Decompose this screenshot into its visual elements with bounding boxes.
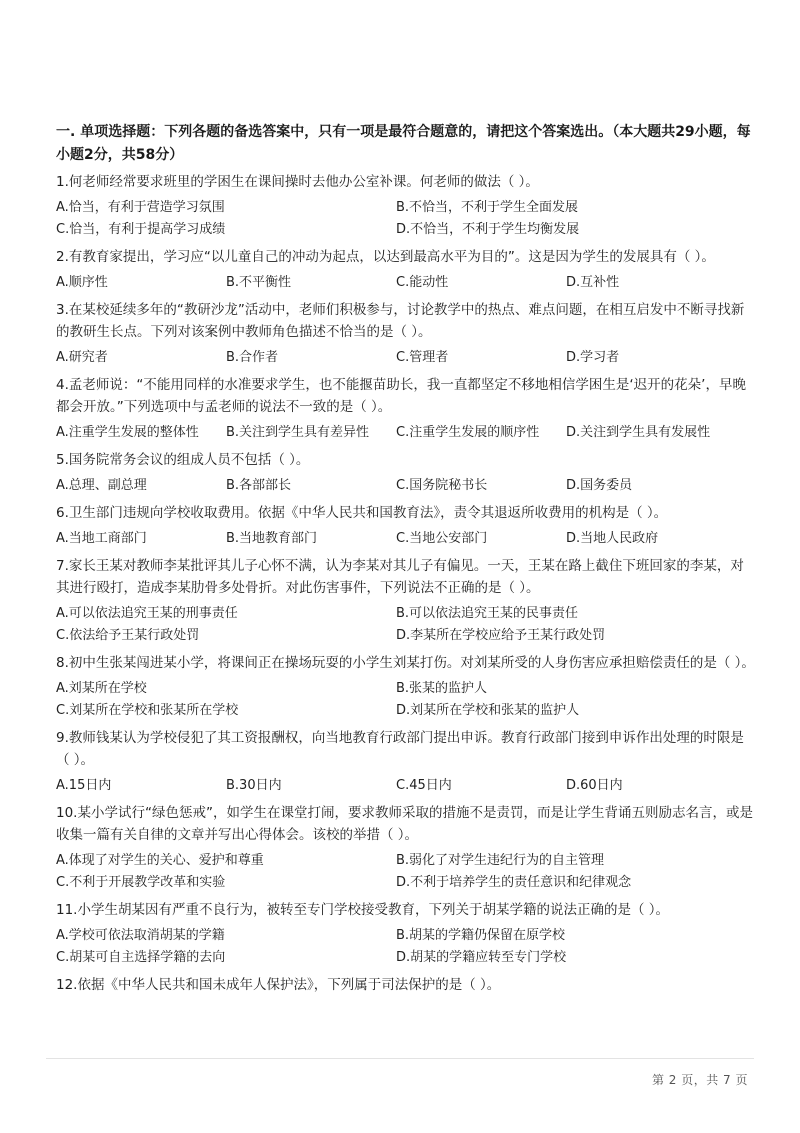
- question-stem: 5.国务院常务会议的组成人员不包括（ ）。: [56, 452, 310, 468]
- question-item: [56, 246, 756, 294]
- option-group: [56, 347, 756, 369]
- question-list: [56, 171, 756, 996]
- question-item: [56, 171, 756, 241]
- question-item: [56, 449, 756, 497]
- question-stem: 6.卫生部门违规向学校收取费用。依据《中华人民共和国教育法》，责令其退返所收费用的机构是（ ）。: [56, 505, 668, 521]
- question-stem: 1.何老师经常要求班里的学困生在课间操时去他办公室补课。何老师的做法（ ）。: [56, 174, 539, 190]
- answer-option: D.国务委员: [566, 478, 633, 493]
- option-group: [56, 603, 756, 647]
- answer-option: A.总理、副总理: [56, 478, 147, 493]
- answer-option: C.管理者: [396, 350, 449, 365]
- question-stem: 7.家长王某对教师李某批评其儿子心怀不满，认为李某对其儿子有偏见。一天，王某在路上截住下班回家的李某，对其进行殴打，造成李某肋骨多处骨折。对此伤害事件，下列说法不正确的是（ ）。: [56, 558, 744, 596]
- answer-option: D.李某所在学校应给予王某行政处罚: [396, 628, 606, 643]
- answer-option: A.学校可依法取消胡某的学籍: [56, 928, 225, 943]
- option-group: [56, 197, 756, 241]
- question-item: [56, 299, 756, 369]
- option-group: [56, 422, 756, 444]
- exam-content: [56, 121, 756, 1000]
- question-stem: 10.某小学试行“绿色惩戒”，如学生在课堂打闹，要求教师采取的措施不是责罚，而是让学生背诵五则励志名言，或是收集一篇有关自律的文章并写出心得体会。该校的举措（ ）。: [56, 805, 753, 843]
- option-group: [56, 475, 756, 497]
- answer-option: A.体现了对学生的关心、爱护和尊重: [56, 853, 264, 868]
- answer-option: D.刘某所在学校和张某的监护人: [396, 703, 580, 718]
- answer-option: B.关注到学生具有差异性: [226, 425, 370, 440]
- answer-option: B.不恰当，不利于学生全面发展: [396, 200, 579, 215]
- option-group: [56, 528, 756, 550]
- answer-option: C.45日内: [396, 778, 452, 793]
- answer-option: D.不恰当，不利于学生均衡发展: [396, 222, 580, 237]
- answer-option: B.不平衡性: [226, 275, 292, 290]
- answer-option: A.可以依法追究王某的刑事责任: [56, 606, 238, 621]
- question-item: [56, 899, 756, 969]
- answer-option: C.刘某所在学校和张某所在学校: [56, 703, 239, 718]
- question-item: [56, 802, 756, 894]
- answer-option: A.注重学生发展的整体性: [56, 425, 199, 440]
- answer-option: D.关注到学生具有发展性: [566, 425, 711, 440]
- question-stem: 4.孟老师说：“不能用同样的水准要求学生，也不能揠苗助长，我一直都坚定不移地相信学困生是‘迟开的花朵’，早晚都会开放。”下列选项中与孟老师的说法不一致的是（ ）。: [56, 377, 746, 415]
- answer-option: C.当地公安部门: [396, 531, 488, 546]
- answer-option: D.不利于培养学生的责任意识和纪律观念: [396, 875, 632, 890]
- answer-option: B.可以依法追究王某的民事责任: [396, 606, 579, 621]
- question-stem: 8.初中生张某闯进某小学，将课间正在操场玩耍的小学生刘某打伤。对刘某所受的人身伤害应承担赔偿责任的是（ ）。: [56, 655, 755, 671]
- answer-option: C.能动性: [396, 275, 449, 290]
- question-item: [56, 374, 756, 444]
- answer-option: B.30日内: [226, 778, 282, 793]
- question-item: [56, 502, 756, 550]
- answer-option: D.互补性: [566, 275, 620, 290]
- answer-option: C.依法给予王某行政处罚: [56, 628, 200, 643]
- question-stem: 11.小学生胡某因有严重不良行为，被转至专门学校接受教育，下列关于胡某学籍的说法正确的是（ ）。: [56, 902, 670, 918]
- answer-option: A.15日内: [56, 778, 112, 793]
- answer-option: B.合作者: [226, 350, 279, 365]
- option-group: [56, 925, 756, 969]
- answer-option: A.当地工商部门: [56, 531, 147, 546]
- option-group: [56, 850, 756, 894]
- question-stem: 9.教师钱某认为学校侵犯了其工资报酬权，向当地教育行政部门提出申诉。教育行政部门接到申诉作出处理的时限是（ ）。: [56, 730, 744, 768]
- answer-option: A.恰当，有利于营造学习氛围: [56, 200, 225, 215]
- answer-option: B.各部部长: [226, 478, 292, 493]
- question-item: [56, 727, 756, 797]
- answer-option: B.弱化了对学生违纪行为的自主管理: [396, 853, 605, 868]
- answer-option: D.当地人民政府: [566, 531, 659, 546]
- answer-option: C.国务院秘书长: [396, 478, 488, 493]
- answer-option: A.顺序性: [56, 275, 108, 290]
- question-stem: 3.在某校延续多年的“教研沙龙”活动中，老师们积极参与，讨论教学中的热点、难点问题，在相互启发中不断寻找新的教研生长点。下列对该案例中教师角色描述不恰当的是（ ）。: [56, 302, 745, 340]
- answer-option: C.恰当，有利于提高学习成绩: [56, 222, 226, 237]
- answer-option: C.不利于开展教学改革和实验: [56, 875, 226, 890]
- question-stem: 2.有教育家提出，学习应“以儿童自己的冲动为起点，以达到最高水平为目的”。这是因为学生的发展具有（ ）。: [56, 249, 715, 265]
- answer-option: A.研究者: [56, 350, 108, 365]
- answer-option: B.胡某的学籍仍保留在原学校: [396, 928, 566, 943]
- footer-divider: [46, 1058, 754, 1059]
- question-item: [56, 652, 756, 722]
- option-group: [56, 678, 756, 722]
- answer-option: D.60日内: [566, 778, 623, 793]
- section-title: 一. 单项选择题：下列各题的备选答案中，只有一项是最符合题意的，请把这个答案选出。（本大题共29小题，每小题2分，共58分）: [56, 124, 751, 163]
- answer-option: B.当地教育部门: [226, 531, 318, 546]
- answer-option: C.胡某可自主选择学籍的去向: [56, 950, 226, 965]
- answer-option: D.胡某的学籍应转至专门学校: [396, 950, 567, 965]
- question-item: [56, 555, 756, 647]
- question-item: [56, 974, 756, 996]
- answer-option: B.张某的监护人: [396, 681, 488, 696]
- page-number: 第 2 页，共 7 页: [651, 1073, 748, 1087]
- answer-option: D.学习者: [566, 350, 620, 365]
- answer-option: C.注重学生发展的顺序性: [396, 425, 540, 440]
- question-stem: 12.依据《中华人民共和国未成年人保护法》，下列属于司法保护的是（ ）。: [56, 977, 501, 993]
- option-group: [56, 775, 756, 797]
- answer-option: A.刘某所在学校: [56, 681, 147, 696]
- option-group: [56, 272, 756, 294]
